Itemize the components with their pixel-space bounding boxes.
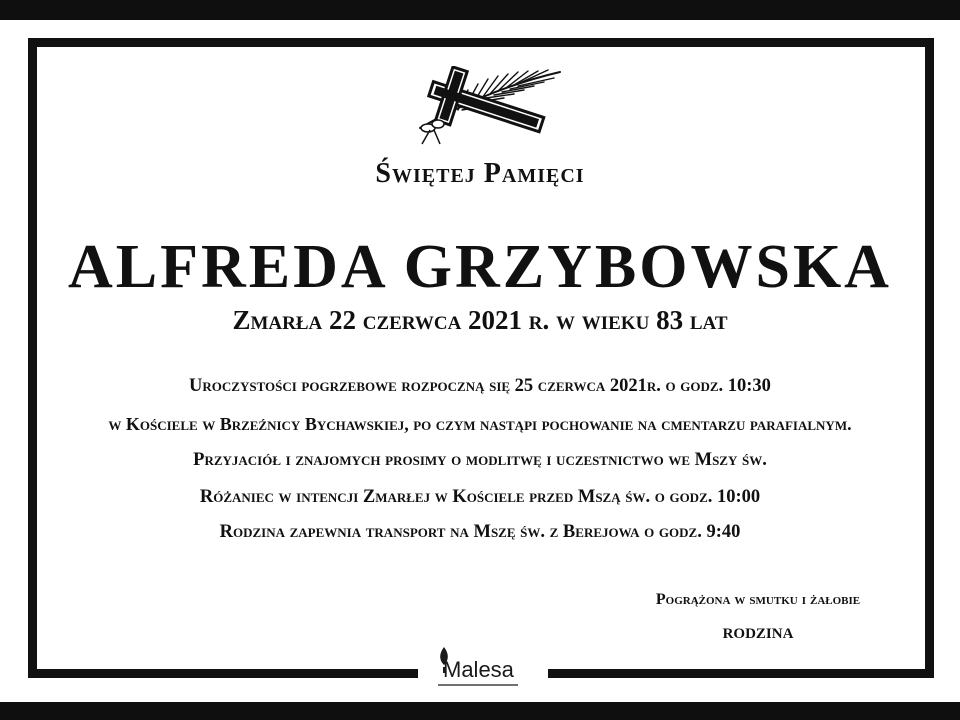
funeral-info-line: Różaniec w intencji Zmarłej w Kościele przed Mszą św. o godz. 10:00 bbox=[199, 487, 761, 507]
logo-wordmark: Malesa bbox=[443, 657, 514, 682]
family-signature: RODZINA bbox=[722, 626, 794, 642]
frame-border-left bbox=[28, 38, 37, 678]
funeral-info-line: Przyjaciół i znajomych prosimy o modlitwę i uczestnictwo we Mszy św. bbox=[193, 450, 767, 470]
death-date-line: Zmarła 22 czerwca 2021 r. w wieku 83 lat bbox=[232, 305, 728, 335]
mourning-signoff: Pogrążona w smutku i żałobie bbox=[655, 591, 861, 608]
cross-with-palm-icon bbox=[398, 66, 568, 146]
funeral-info-line: w Kościele w Brzeźnicy Bychawskiej, po czym nastąpi pochowanie na cmentarzu parafialnym. bbox=[108, 414, 852, 434]
frame-border-bottom-right bbox=[548, 669, 934, 678]
funeral-info-line: Uroczystości pogrzebowe rozpoczną się 25 czerwca 2021r. o godz. 10:30 bbox=[189, 376, 771, 396]
frame-border-right bbox=[925, 38, 934, 678]
page-heading: Świętej Pamięci bbox=[375, 158, 585, 189]
deceased-name: ALFREDA GRZYBOWSKA bbox=[68, 233, 892, 301]
frame-border-bottom-left bbox=[28, 669, 418, 678]
frame-border-top bbox=[28, 38, 934, 47]
funeral-info-line: Rodzina zapewnia transport na Mszę św. z Berejowa o godz. 9:40 bbox=[219, 522, 741, 542]
